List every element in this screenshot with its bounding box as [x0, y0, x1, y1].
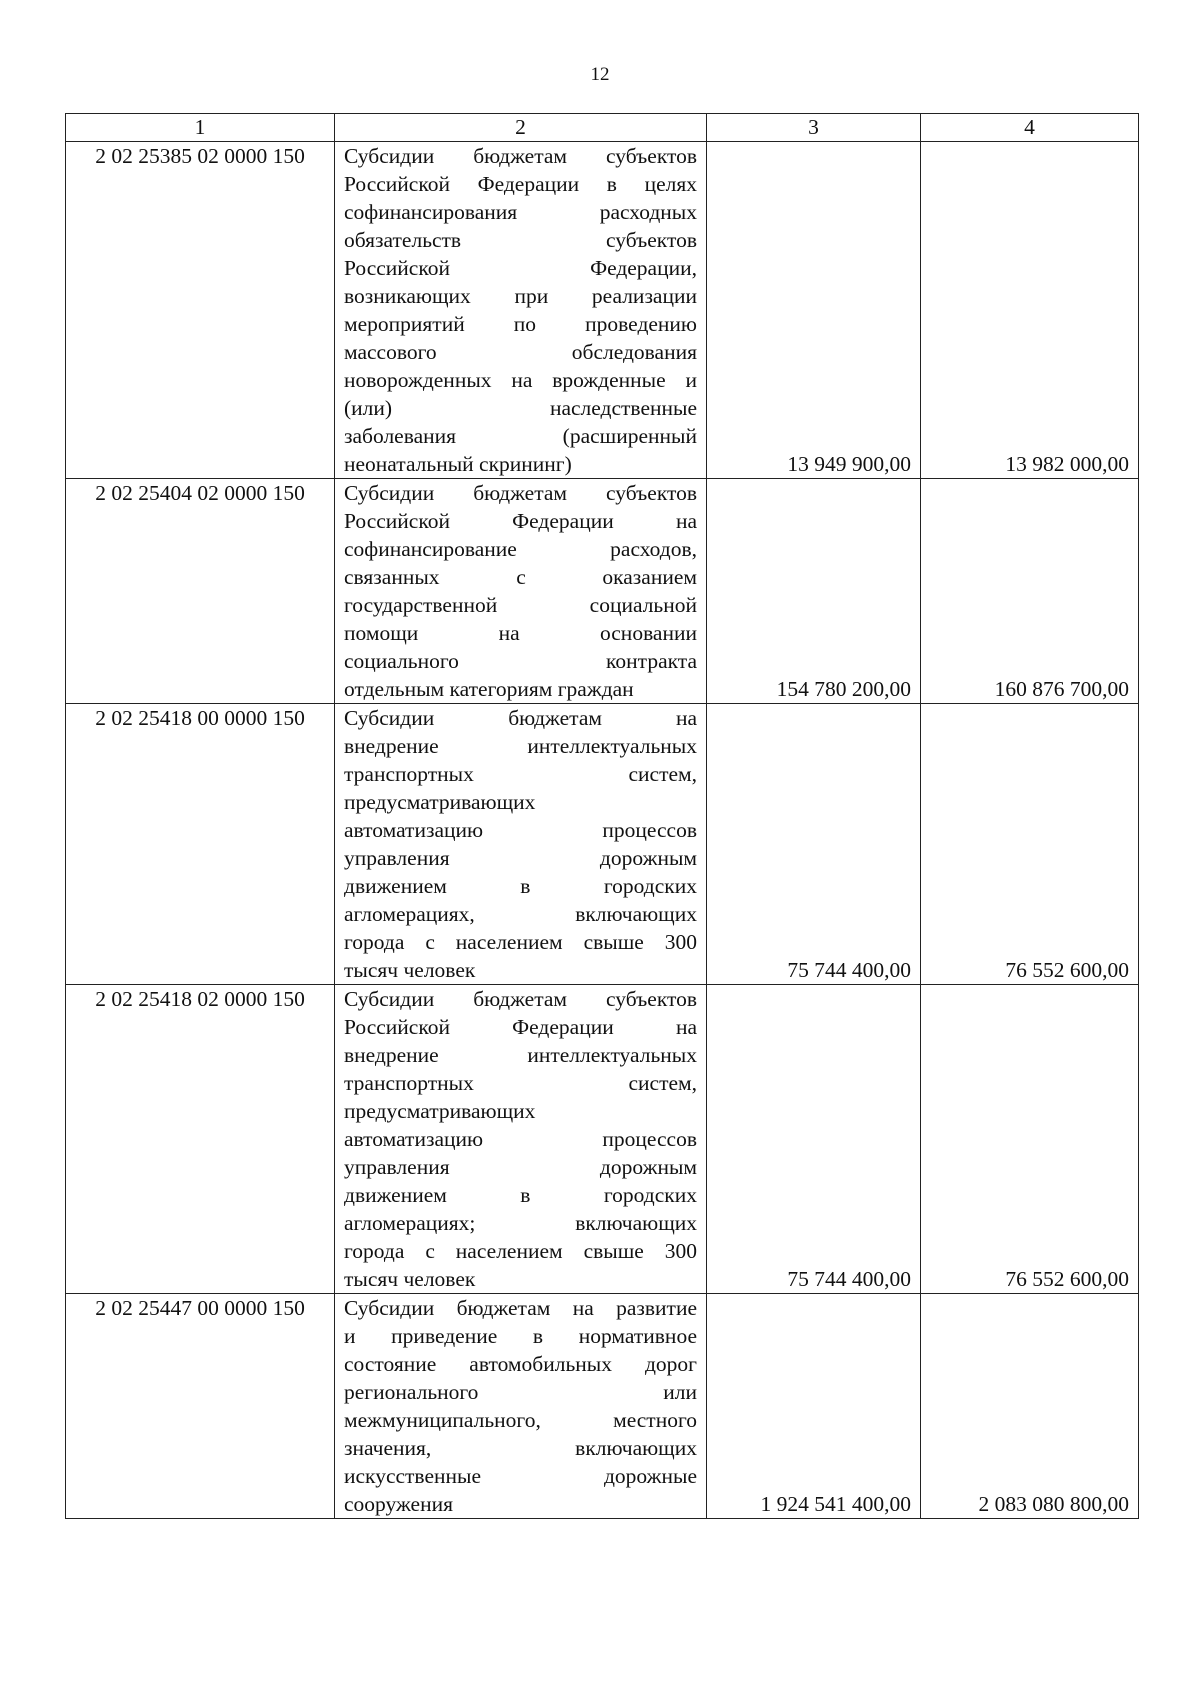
- column-header-2: 2: [335, 114, 707, 142]
- description-line: софинансирования расходных: [344, 200, 697, 224]
- column-header-4: 4: [921, 114, 1139, 142]
- description-cell: [335, 479, 707, 704]
- table-row: [66, 1294, 1139, 1519]
- description-line: новорожденных на врожденные и: [344, 368, 697, 392]
- amount-column-4-cell: 76 552 600,00: [921, 704, 1139, 985]
- description-line: государственной социальной: [344, 593, 697, 617]
- description-line: города с населением свыше 300: [344, 930, 697, 954]
- description-line: мероприятий по проведению: [344, 312, 697, 336]
- amount-column-3-cell: 75 744 400,00: [707, 704, 921, 985]
- column-header-3: 3: [707, 114, 921, 142]
- description-line: управления дорожным: [344, 846, 697, 870]
- description-line: связанных с оказанием: [344, 565, 697, 589]
- description-cell: [335, 142, 707, 479]
- page-number: 12: [590, 64, 610, 85]
- description-line: отдельным категориям граждан: [344, 677, 634, 701]
- description-line: Российской Федерации на: [344, 509, 697, 533]
- description-line: движением в городских: [344, 874, 697, 898]
- description-line: значения, включающих: [344, 1436, 697, 1460]
- table-row: [66, 704, 1139, 985]
- description-cell: [335, 985, 707, 1294]
- description-line: регионального или: [344, 1380, 697, 1404]
- table-row: [66, 142, 1139, 479]
- budget-code-cell: 2 02 25385 02 0000 150: [66, 142, 335, 479]
- amount-column-3-cell: 154 780 200,00: [707, 479, 921, 704]
- amount-column-4-cell: 2 083 080 800,00: [921, 1294, 1139, 1519]
- amount-column-4-cell: 160 876 700,00: [921, 479, 1139, 704]
- description-line: помощи на основании: [344, 621, 697, 645]
- budget-code-cell: 2 02 25418 02 0000 150: [66, 985, 335, 1294]
- amount-column-3-cell: 75 744 400,00: [707, 985, 921, 1294]
- description-line: искусственные дорожные: [344, 1464, 697, 1488]
- description-line: Субсидии бюджетам на: [344, 706, 697, 730]
- description-line: сооружения: [344, 1492, 453, 1516]
- description-line: внедрение интеллектуальных: [344, 734, 697, 758]
- budget-code-cell: 2 02 25404 02 0000 150: [66, 479, 335, 704]
- description-line: транспортных систем,: [344, 1071, 697, 1095]
- description-line: массового обследования: [344, 340, 697, 364]
- description-line: движением в городских: [344, 1183, 697, 1207]
- description-line: состояние автомобильных дорог: [344, 1352, 697, 1376]
- description-line: межмуниципального, местного: [344, 1408, 697, 1432]
- budget-code-cell: 2 02 25418 00 0000 150: [66, 704, 335, 985]
- description-line: тысяч человек: [344, 958, 476, 982]
- table-row: [66, 985, 1139, 1294]
- amount-column-3-cell: 1 924 541 400,00: [707, 1294, 921, 1519]
- budget-code-cell: 2 02 25447 00 0000 150: [66, 1294, 335, 1519]
- description-line: Субсидии бюджетам на развитие: [344, 1296, 697, 1320]
- description-line: предусматривающих: [344, 1099, 536, 1123]
- table-row: [66, 479, 1139, 704]
- description-line: и приведение в нормативное: [344, 1324, 697, 1348]
- description-line: Субсидии бюджетам субъектов: [344, 144, 697, 168]
- budget-table: [65, 113, 1139, 1519]
- description-line: софинансирование расходов,: [344, 537, 697, 561]
- description-line: Российской Федерации в целях: [344, 172, 697, 196]
- description-line: агломерациях; включающих: [344, 1211, 697, 1235]
- amount-column-3-cell: 13 949 900,00: [707, 142, 921, 479]
- description-line: города с населением свыше 300: [344, 1239, 697, 1263]
- description-line: неонатальный скрининг): [344, 452, 572, 476]
- description-line: автоматизацию процессов: [344, 1127, 697, 1151]
- description-line: социального контракта: [344, 649, 697, 673]
- description-line: внедрение интеллектуальных: [344, 1043, 697, 1067]
- header-row: [66, 114, 1139, 142]
- column-header-1: 1: [66, 114, 335, 142]
- table-body: [66, 142, 1139, 1519]
- description-line: транспортных систем,: [344, 762, 697, 786]
- description-cell: [335, 1294, 707, 1519]
- description-line: управления дорожным: [344, 1155, 697, 1179]
- description-line: (или) наследственные: [344, 396, 697, 420]
- amount-column-4-cell: 13 982 000,00: [921, 142, 1139, 479]
- description-line: заболевания (расширенный: [344, 424, 697, 448]
- description-line: предусматривающих: [344, 790, 536, 814]
- description-line: обязательств субъектов: [344, 228, 697, 252]
- amount-column-4-cell: 76 552 600,00: [921, 985, 1139, 1294]
- description-line: автоматизацию процессов: [344, 818, 697, 842]
- description-line: тысяч человек: [344, 1267, 476, 1291]
- description-line: Российской Федерации,: [344, 256, 697, 280]
- description-line: Субсидии бюджетам субъектов: [344, 481, 697, 505]
- description-line: возникающих при реализации: [344, 284, 697, 308]
- description-cell: [335, 704, 707, 985]
- description-line: агломерациях, включающих: [344, 902, 697, 926]
- description-line: Российской Федерации на: [344, 1015, 697, 1039]
- description-line: Субсидии бюджетам субъектов: [344, 987, 697, 1011]
